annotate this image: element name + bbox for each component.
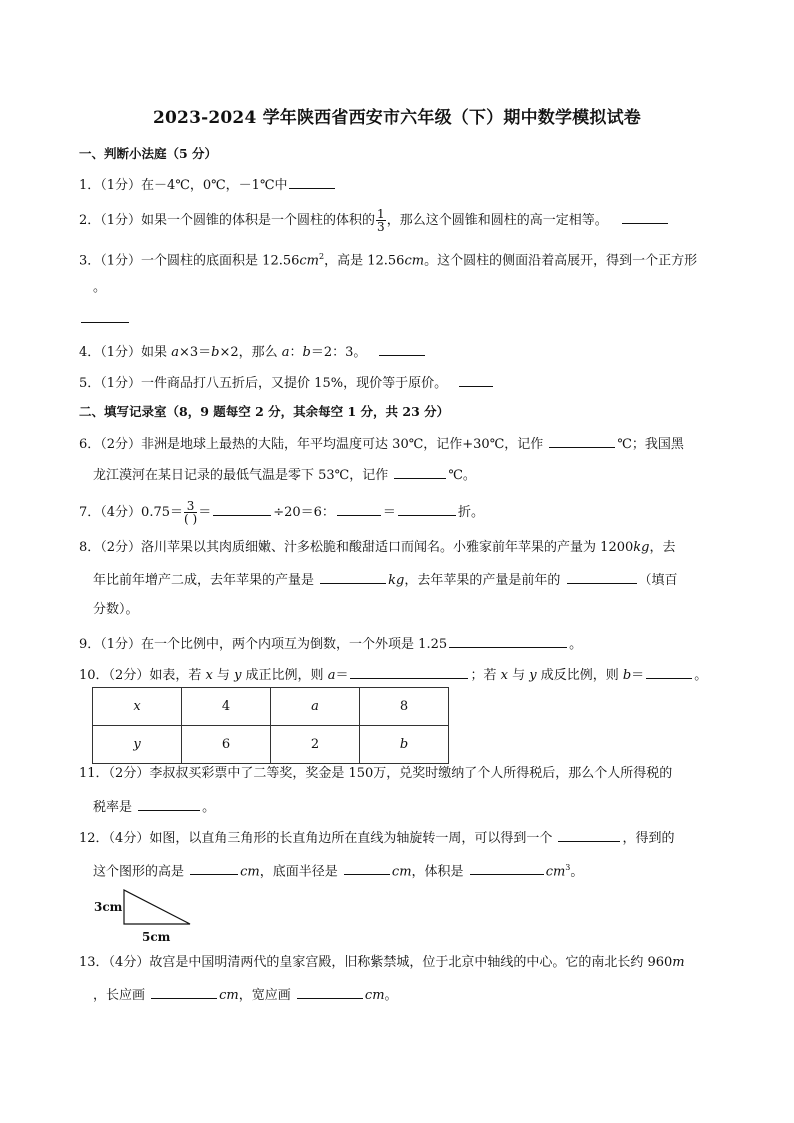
question-12-line-1: 12．（4分）如图，以直角三角形的长直角边所在直线为轴旋转一周，可以得到一个 ，得到的: [79, 828, 674, 848]
answer-blank[interactable]: [289, 175, 335, 189]
question-10: 10．（2分）如表，若 x 与 y 成正比例，则 a＝ ；若 x 与 y 成反比例，则 b＝ 。: [79, 665, 707, 685]
question-3-answer: [79, 309, 131, 329]
answer-blank[interactable]: [459, 373, 493, 387]
question-6-line-1: 6．（2分）非洲是地球上最热的大陆，年平均温度可达 30℃，记作+30℃，记作 ℃；我国黑: [79, 434, 684, 454]
right-triangle-shape: [124, 890, 190, 924]
table-cell: x: [93, 688, 182, 726]
table-cell: a: [271, 688, 360, 726]
answer-blank[interactable]: [567, 570, 637, 584]
question-8-line-3: 分数）。: [93, 602, 139, 617]
question-2: 2．（1分）如果一个圆锥的体积是一个圆柱的体积的 $\frac{1}{3}$ ，那么这个圆锥和圆柱的高一定相等。: [79, 208, 670, 233]
question-3-line-2: 。: [93, 280, 107, 295]
question-13-line-2: ，长应画 cm，宽应画 cm。: [93, 985, 398, 1005]
section-1-heading: 一、判断小法庭（5 分）: [79, 146, 218, 161]
xy-table: [92, 687, 449, 764]
fraction: $\frac{3}{( )}$: [184, 499, 198, 526]
question-12-line-2: 这个图形的高是 cm，底面半径是 cm，体积是 $cm^3$。: [93, 863, 584, 880]
right-triangle-figure: [94, 888, 204, 948]
base-label: 5cm: [142, 930, 171, 944]
question-1: [79, 175, 337, 195]
table-cell: 6: [182, 726, 271, 764]
question-5: 5．（1分）一件商品打八五折后，又提价 15%，现价等于原价。: [79, 373, 495, 393]
answer-blank[interactable]: [151, 985, 217, 999]
table-cell: 4: [182, 688, 271, 726]
answer-blank[interactable]: [646, 665, 692, 679]
height-label: 3cm: [94, 900, 123, 914]
answer-blank[interactable]: [297, 985, 363, 999]
answer-blank[interactable]: [320, 570, 386, 584]
question-1-text: 1．（1分）在－4℃，0℃，－1℃中: [79, 178, 288, 193]
table-cell: 2: [271, 726, 360, 764]
table-cell: 8: [360, 688, 449, 726]
question-9: 9．（1分）在一个比例中，两个内项互为倒数，一个外项是 1.25 。: [79, 634, 582, 654]
question-7: 7．（4分）0.75＝ $\frac{3}{( )}$ ＝ ÷20＝6： ＝ 折。: [79, 499, 484, 526]
answer-blank[interactable]: [81, 309, 129, 323]
question-2-text: 2．（1分）如果一个圆锥的体积是一个圆柱的体积的: [79, 213, 376, 228]
answer-blank[interactable]: [622, 210, 668, 224]
answer-blank[interactable]: [190, 861, 238, 875]
answer-blank[interactable]: [398, 502, 456, 516]
page-title: 2023-2024 学年陕西省西安市六年级（下）期中数学模拟试卷: [152, 108, 641, 128]
answer-blank[interactable]: [213, 502, 271, 516]
answer-blank[interactable]: [379, 342, 425, 356]
question-3-line-1: 3．（1分）一个圆柱的底面积是 $12.56cm^2$，高是 12.56cm。这个圆柱的侧面沿着高展开，得到一个正方形: [79, 252, 698, 269]
answer-blank[interactable]: [394, 465, 446, 479]
question-11-line-1: 11．（2分）李叔叔买彩票中了二等奖，奖金是 150万，兑奖时缴纳了个人所得税后，那么个人所得税的: [79, 766, 673, 781]
question-8-line-2: 年比前年增产二成，去年苹果的产量是 kg，去年苹果的产量是前年的 （填百: [93, 570, 678, 590]
answer-blank[interactable]: [138, 797, 200, 811]
answer-blank[interactable]: [470, 861, 544, 875]
answer-blank[interactable]: [350, 665, 468, 679]
table-cell: y: [93, 726, 182, 764]
answer-blank[interactable]: [337, 502, 381, 516]
question-11-line-2: 税率是 。: [93, 797, 215, 817]
question-13-line-1: 13．（4分）故宫是中国明清两代的皇家宫殿，旧称紫禁城，位于北京中轴线的中心。它的南北长约 960m: [79, 955, 685, 970]
answer-blank[interactable]: [344, 861, 390, 875]
answer-blank[interactable]: [449, 634, 567, 648]
table-cell: b: [360, 726, 449, 764]
table-row: [93, 688, 449, 726]
section-2-heading: 二、填写记录室（8，9 题每空 2 分，其余每空 1 分，共 23 分）: [79, 404, 450, 419]
question-8-line-1: 8．（2分）洛川苹果以其肉质细嫩、汁多松脆和酸甜适口而闻名。小雅家前年苹果的产量为 1200kg，去: [79, 540, 676, 555]
table-row: [93, 726, 449, 764]
fraction: $\frac{1}{3}$: [377, 207, 385, 234]
question-6-line-2: 龙江漠河在某日记录的最低气温是零下 53℃，记作 ℃。: [93, 465, 476, 485]
question-4: 4．（1分）如果 a×3＝b×2，那么 a：b＝2：3。: [79, 342, 427, 362]
answer-blank[interactable]: [558, 828, 620, 842]
answer-blank[interactable]: [549, 434, 615, 448]
